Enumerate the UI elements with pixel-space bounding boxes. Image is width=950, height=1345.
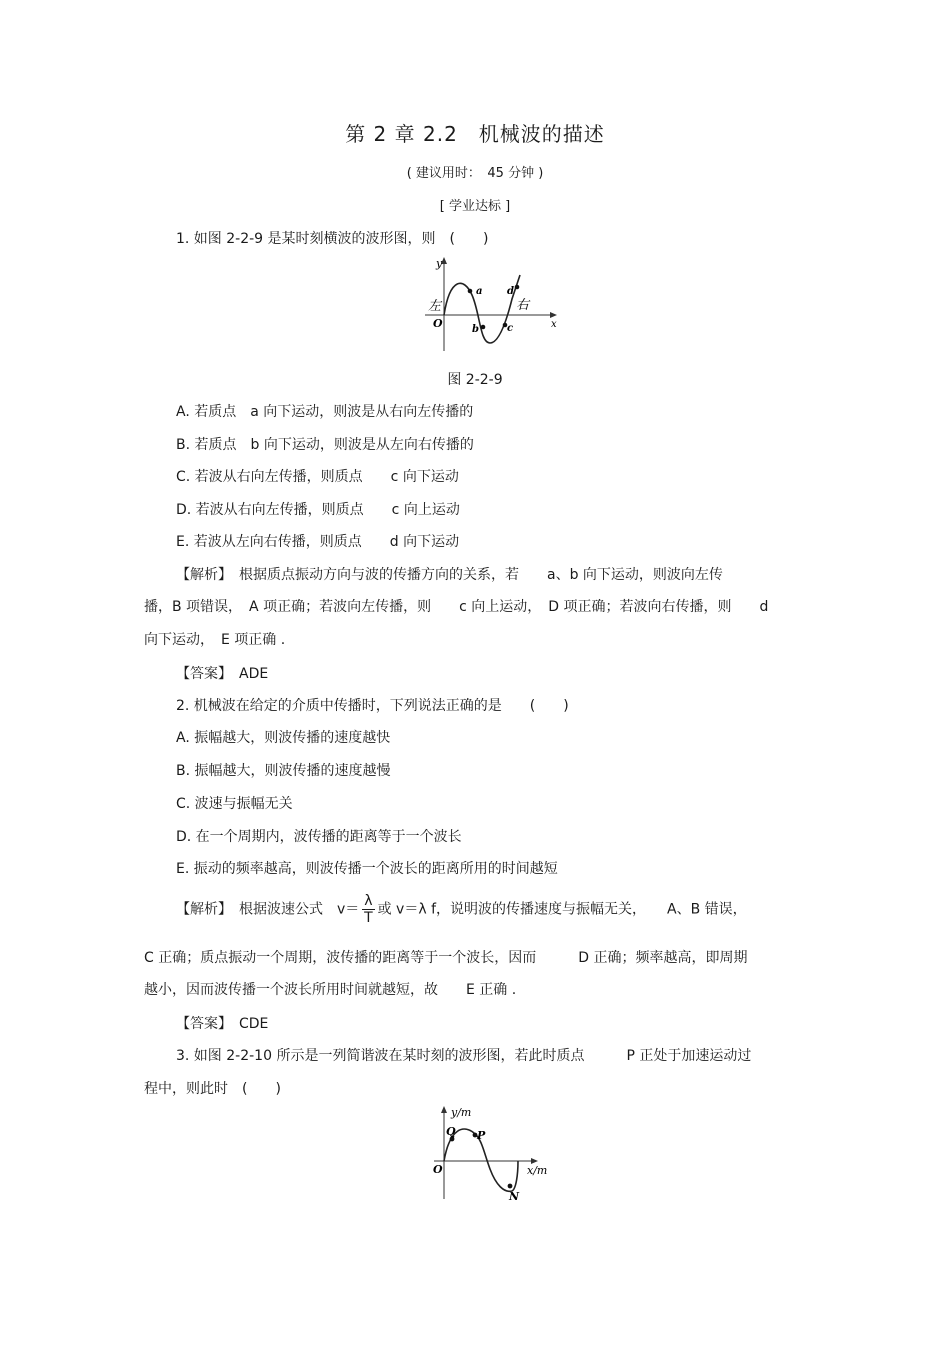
q1-y-axis-label: y	[436, 257, 443, 270]
q3-y-axis-label: y/m	[451, 1106, 472, 1119]
q1-point-c-label: c	[507, 323, 514, 334]
q2-answer: 【答案】 CDE	[176, 1016, 269, 1032]
q1-figure-caption: 图 2-2-9	[447, 372, 503, 388]
q2-option-e: E. 振动的频率越高，则波传播一个波长的距离所用的时间越短	[176, 861, 558, 877]
q1-option-c: C. 若波从右向左传播，则质点 c 向下运动	[176, 469, 459, 485]
q1-point-b-label: b	[472, 324, 479, 335]
q1-origin-label: O	[433, 317, 443, 330]
q1-answer: 【答案】 ADE	[176, 666, 269, 682]
q1-x-axis-label: x	[551, 319, 557, 330]
q2-analysis-line1	[176, 893, 747, 926]
section-heading: [ 学业达标 ]	[439, 199, 511, 214]
wave-speed-fraction	[362, 893, 374, 926]
q1-analysis-line1: 【解析】 根据质点振动方向与波的传播方向的关系，若 a、b 向下运动，则波向左传	[176, 567, 723, 583]
q2-option-b: B. 振幅越大，则波传播的速度越慢	[176, 763, 391, 779]
suggested-time: ( 建议用时： 45 分钟 )	[406, 166, 544, 181]
fraction-denominator: T	[364, 910, 373, 926]
q2-analysis-line2: C 正确；质点振动一个周期，波传播的距离等于一个波长，因而 D 正确；频率越高，即周期	[144, 950, 748, 966]
q2-option-d: D. 在一个周期内，波传播的距离等于一个波长	[176, 829, 462, 845]
q2-analysis-suffix: 或 v＝λ f，说明波的传播速度与振幅无关， A、B 错误，	[377, 901, 747, 918]
q3-stem-line2: 程中，则此时 ( )	[144, 1081, 281, 1097]
q1-stem: 1. 如图 2-2-9 是某时刻横波的波形图，则 ( )	[176, 231, 489, 247]
q1-point-a-label: a	[476, 286, 483, 297]
q1-option-e: E. 若波从左向右传播，则质点 d 向下运动	[176, 534, 460, 550]
q3-point-p-label: P	[477, 1129, 486, 1142]
q1-analysis-line3: 向下运动， E 项正确 .	[144, 632, 286, 648]
q2-stem: 2. 机械波在给定的介质中传播时，下列说法正确的是 ( )	[176, 698, 569, 714]
q2-analysis-prefix: 【解析】 根据波速公式 v＝	[176, 901, 360, 918]
q1-option-a: A. 若质点 a 向下运动，则波是从右向左传播的	[176, 404, 474, 420]
fraction-numerator: λ	[364, 893, 373, 909]
q1-option-b: B. 若质点 b 向下运动，则波是从左向右传播的	[176, 437, 474, 453]
q1-right-label: 右	[516, 298, 530, 313]
q3-x-axis-label: x/m	[527, 1164, 548, 1177]
q1-analysis-line2: 播，B 项错误， A 项正确；若波向左传播，则 c 向上运动， D 项正确；若波向右传播，则 d	[144, 599, 769, 615]
q1-option-d: D. 若波从右向左传播，则质点 c 向上运动	[176, 502, 460, 518]
q3-point-q-label: Q	[446, 1125, 456, 1138]
q1-left-label: 左	[428, 299, 442, 314]
q1-point-d-label: d	[507, 286, 514, 297]
q2-analysis-line3: 越小，因而波传播一个波长所用时间就越短，故 E 正确 .	[144, 982, 517, 998]
page-title: 第 2 章 2.2 机械波的描述	[345, 122, 605, 146]
q3-origin-label: O	[433, 1163, 443, 1176]
q1-wave-figure	[420, 255, 560, 355]
q3-stem-line1: 3. 如图 2-2-10 所示是一列简谐波在某时刻的波形图，若此时质点 P 正处于加速运动过	[176, 1048, 752, 1064]
q2-option-a: A. 振幅越大，则波传播的速度越快	[176, 730, 391, 746]
q3-wave-figure	[428, 1103, 558, 1203]
q2-option-c: C. 波速与振幅无关	[176, 796, 293, 812]
q3-point-n-label: N	[509, 1190, 520, 1203]
